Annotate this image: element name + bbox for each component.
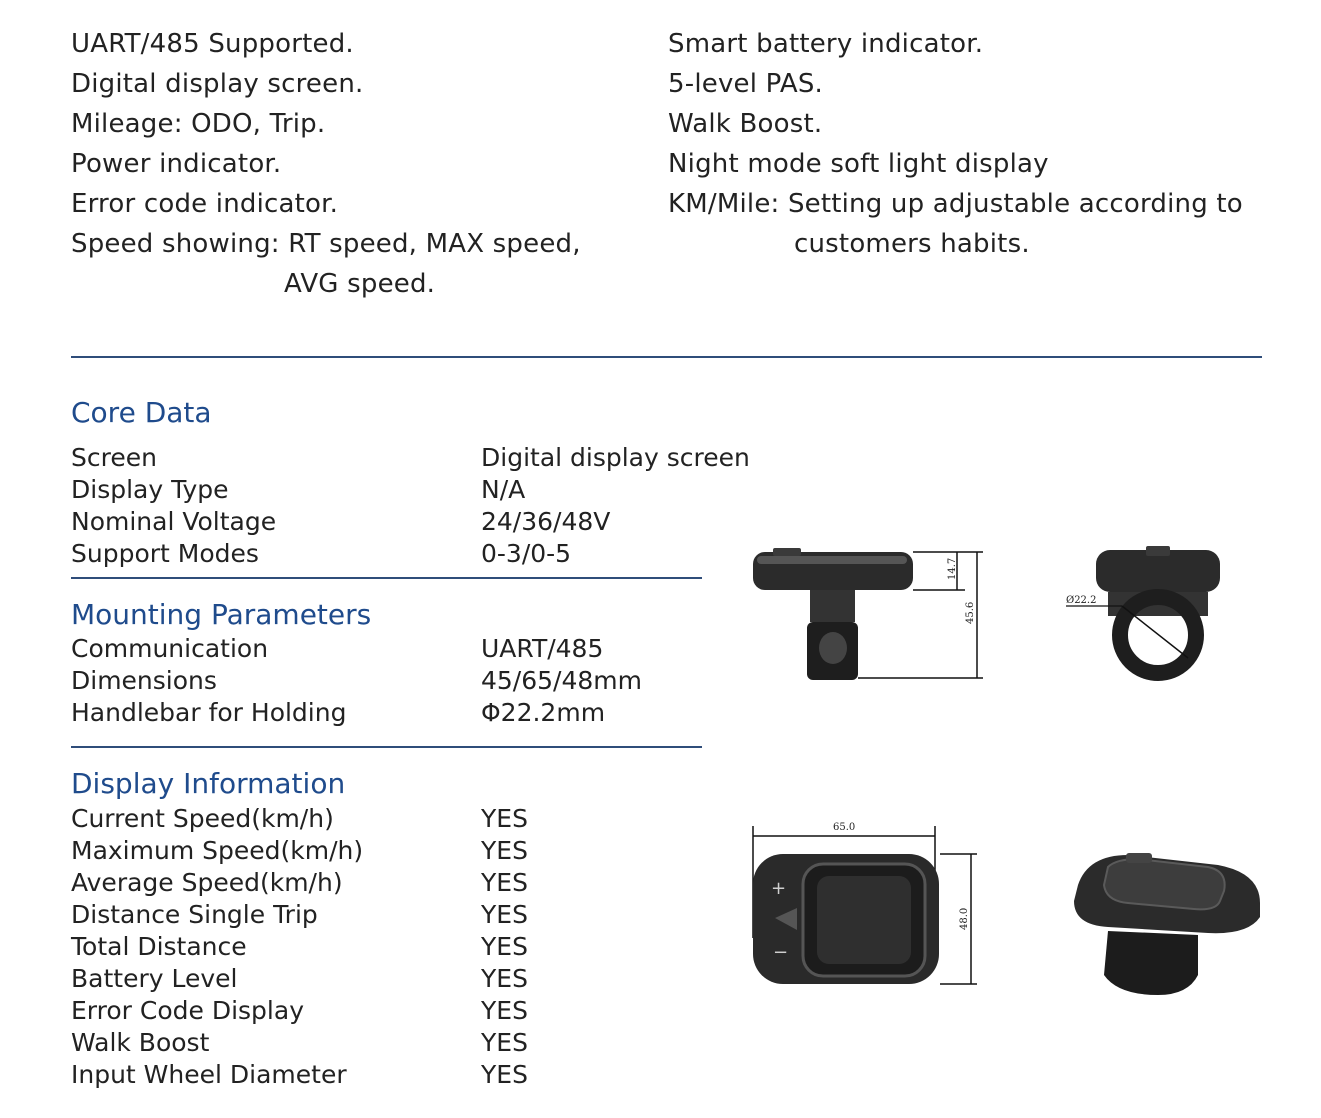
front-view-drawing <box>745 818 985 998</box>
feature-item: Smart battery indicator. <box>668 29 984 59</box>
spec-row <box>71 1059 751 1091</box>
spec-row <box>71 963 751 995</box>
spec-label: Walk Boost <box>71 1028 210 1057</box>
spec-value: YES <box>481 932 528 961</box>
spec-value: Φ22.2mm <box>481 698 606 727</box>
feature-item-continued: AVG speed. <box>284 269 436 299</box>
spec-value: YES <box>481 1028 528 1057</box>
spec-value: YES <box>481 964 528 993</box>
dim-front-height: 48.0 <box>959 907 970 930</box>
spec-row <box>71 474 751 506</box>
mounting-title: Mounting Parameters <box>71 598 372 631</box>
section-divider <box>71 746 702 748</box>
spec-value: 24/36/48V <box>481 507 611 536</box>
feature-item: Speed showing: RT speed, MAX speed, <box>71 229 581 259</box>
display-info-title: Display Information <box>71 767 346 800</box>
feature-item-continued: customers habits. <box>794 229 1030 259</box>
feature-item: Night mode soft light display <box>668 149 1049 179</box>
spec-row <box>71 835 751 867</box>
mounting-table <box>71 633 751 729</box>
feature-item: UART/485 Supported. <box>71 29 354 59</box>
features-right <box>668 24 1243 264</box>
perspective-view-drawing <box>1068 845 1268 1005</box>
spec-label: Total Distance <box>71 932 247 961</box>
spec-label: Current Speed(km/h) <box>71 804 334 833</box>
spec-row <box>71 931 751 963</box>
spec-label: Input Wheel Diameter <box>71 1060 347 1089</box>
spec-row <box>71 665 751 697</box>
feature-item: KM/Mile: Setting up adjustable according to <box>668 189 1243 219</box>
spec-label: Distance Single Trip <box>71 900 318 929</box>
spec-value: YES <box>481 836 528 865</box>
spec-row <box>71 633 751 665</box>
spec-row <box>71 538 751 570</box>
dim-height-top: 14.7 <box>947 557 958 580</box>
spec-row <box>71 803 751 835</box>
spec-label: Dimensions <box>71 666 217 695</box>
display-info-table <box>71 803 751 1091</box>
section-divider <box>71 356 1262 358</box>
spec-value: YES <box>481 804 528 833</box>
core-data-title: Core Data <box>71 396 212 429</box>
spec-label: Display Type <box>71 475 229 504</box>
feature-item: Digital display screen. <box>71 69 364 99</box>
section-divider <box>71 577 702 579</box>
side-view-drawing <box>745 540 995 690</box>
dim-clamp-diameter: Ø22.2 <box>1066 595 1097 606</box>
dim-front-width: 65.0 <box>833 822 856 833</box>
spec-value: YES <box>481 900 528 929</box>
spec-row <box>71 899 751 931</box>
spec-value: Digital display screen <box>481 443 750 472</box>
spec-row <box>71 506 751 538</box>
feature-item: Mileage: ODO, Trip. <box>71 109 326 139</box>
dim-height-total: 45.6 <box>965 601 976 624</box>
feature-item: Error code indicator. <box>71 189 339 219</box>
spec-label: Communication <box>71 634 269 663</box>
svg-text:+: + <box>771 878 787 899</box>
spec-value: YES <box>481 996 528 1025</box>
spec-row <box>71 1027 751 1059</box>
feature-item: Walk Boost. <box>668 109 823 139</box>
core-data-table <box>71 442 751 570</box>
spec-value: 45/65/48mm <box>481 666 642 695</box>
spec-value: 0-3/0-5 <box>481 539 572 568</box>
spec-value: N/A <box>481 475 526 504</box>
features-left <box>71 24 581 304</box>
spec-value: YES <box>481 1060 528 1089</box>
spec-label: Screen <box>71 443 157 472</box>
spec-value: YES <box>481 868 528 897</box>
spec-row <box>71 697 751 729</box>
spec-label: Support Modes <box>71 539 259 568</box>
spec-label: Handlebar for Holding <box>71 698 347 727</box>
spec-row <box>71 995 751 1027</box>
spec-value: UART/485 <box>481 634 604 663</box>
clamp-view-drawing <box>1060 540 1240 685</box>
spec-label: Maximum Speed(km/h) <box>71 836 364 865</box>
feature-item: Power indicator. <box>71 149 282 179</box>
spec-row <box>71 867 751 899</box>
spec-label: Nominal Voltage <box>71 507 277 536</box>
spec-row <box>71 442 751 474</box>
spec-label: Battery Level <box>71 964 238 993</box>
spec-label: Error Code Display <box>71 996 304 1025</box>
feature-item: 5-level PAS. <box>668 69 823 99</box>
svg-text:−: − <box>773 942 789 963</box>
spec-label: Average Speed(km/h) <box>71 868 343 897</box>
